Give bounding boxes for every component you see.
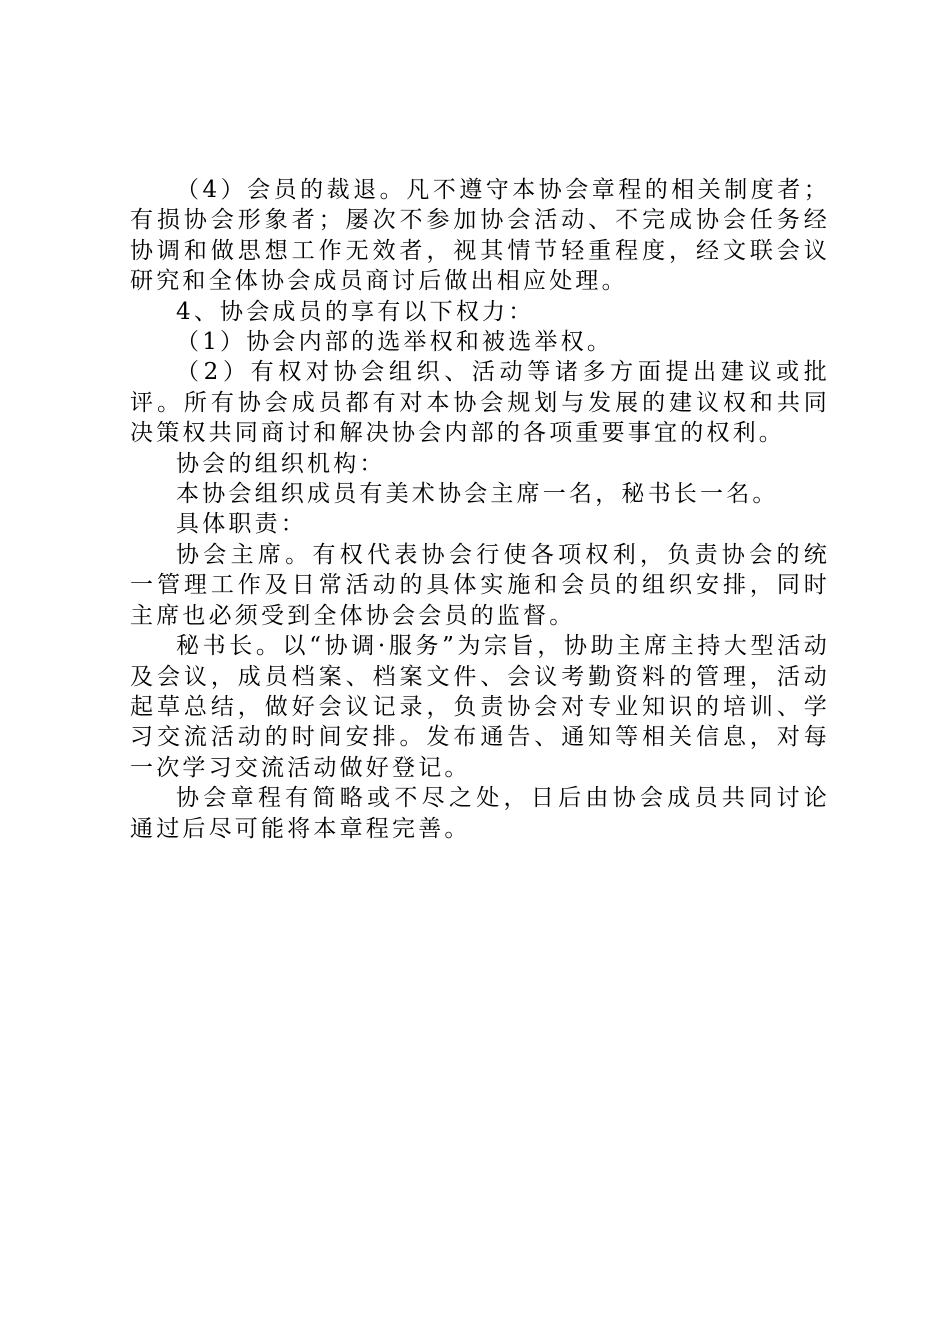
- document-body: [130, 175, 830, 844]
- paragraph-chairman-duties: 协会主席。有权代表协会行使各项权利，负责协会的统一管理工作及日常活动的具体实施和会员的组织安排，同时主席也必须受到全体协会会员的监督。: [130, 541, 830, 629]
- paragraph-suggestion-rights: （2）有权对协会组织、活动等诸多方面提出建议或批评。所有协会成员都有对本协会规划与发展的建议权和共同决策权共同商讨和解决协会内部的各项重要事宜的权利。: [130, 359, 830, 447]
- paragraph-organization-heading: 协会的组织机构：: [176, 450, 386, 477]
- paragraph-organization-members: 本协会组织成员有美术协会主席一名，秘书长一名。: [176, 481, 779, 508]
- paragraph-member-rights-heading: 4、协会成员的享有以下权力：: [176, 298, 535, 325]
- paragraph-closing-note: 协会章程有简略或不尽之处，日后由协会成员共同讨论通过后尽可能将本章程完善。: [130, 785, 830, 842]
- paragraph-secretary-duties: 秘书长。以“协调·服务”为宗旨，协助主席主持大型活动及会议，成员档案、档案文件、会议考勤资料的管理，活动起草总结，做好会议记录，负责协会对专业知识的培训、学习交流活动的时间安排。发布通告、通知等相关信息，对每一次学习交流活动做好登记。: [130, 633, 830, 781]
- paragraph-voting-rights: （1）协会内部的选举权和被选举权。: [176, 329, 614, 356]
- paragraph-member-dismissal: （4）会员的裁退。凡不遵守本协会章程的相关制度者；有损协会形象者；屡次不参加协会活动、不完成协会任务经协调和做思想工作无效者，视其情节轻重程度，经文联会议研究和全体协会成员商讨后做出相应处理。: [130, 177, 830, 295]
- paragraph-duties-heading: 具体职责：: [176, 511, 307, 538]
